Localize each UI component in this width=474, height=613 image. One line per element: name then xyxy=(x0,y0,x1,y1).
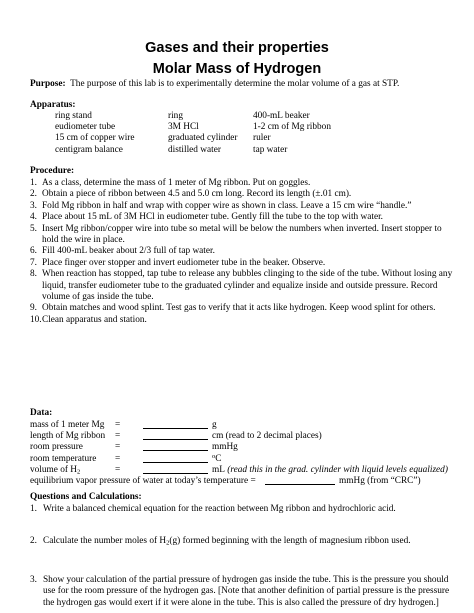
procedure-step xyxy=(30,189,460,200)
procedure-step xyxy=(30,303,460,314)
document-title: Gases and their properties xyxy=(145,40,329,56)
step-number: 7. xyxy=(30,257,37,268)
pressure-blank[interactable] xyxy=(143,442,208,451)
apparatus-item: graduated cylinder xyxy=(168,133,238,144)
step-number: 6. xyxy=(30,246,37,257)
step-number: 2. xyxy=(30,189,37,200)
apparatus-item: 1-2 cm of Mg ribbon xyxy=(253,122,331,133)
data-row-temperature xyxy=(30,454,470,465)
question-number: 3. xyxy=(30,575,37,585)
volume-blank[interactable] xyxy=(143,465,208,474)
question-3 xyxy=(30,575,458,609)
equals-sign: = xyxy=(115,420,121,430)
procedure-step xyxy=(30,246,460,257)
apparatus-item: tap water xyxy=(253,144,288,155)
question-1 xyxy=(30,504,458,515)
step-number: 3. xyxy=(30,200,37,211)
apparatus-item: centigram balance xyxy=(55,144,123,155)
data-row-vapor-pressure xyxy=(30,476,470,487)
pressure-label: room pressure xyxy=(30,442,83,453)
apparatus-item: 3M HCl xyxy=(168,122,199,133)
volume-label-text: volume of H xyxy=(30,464,77,475)
procedure-heading: Procedure: xyxy=(30,166,75,176)
procedure-step xyxy=(30,269,460,303)
data-row-mass xyxy=(30,420,470,431)
procedure-step xyxy=(30,258,460,269)
volume-note: (read this in the grad. cylinder with liquid levels equalized) xyxy=(227,464,448,475)
vapor-unit: mmHg (from “CRC”) xyxy=(339,475,421,486)
question-text-pre: Calculate the number moles of H xyxy=(43,536,167,546)
apparatus-item: distilled water xyxy=(168,144,221,155)
hydrogen-subscript: 2 xyxy=(166,539,170,547)
equals-sign: = xyxy=(115,431,121,442)
purpose-label: Purpose: xyxy=(30,79,66,89)
apparatus-item: ruler xyxy=(253,133,271,144)
equals-sign: = xyxy=(115,453,121,464)
question-text: Show your calculation of the partial pressure of hydrogen gas inside the tube. This is the pressure you should use for the room pressure of the hydrogen gas. [Note that another definition of partial pressure is the pressure the hydrogen gas would exert if it were alone in the tube. This is also called the pressure of dry hydrogen.] xyxy=(43,575,450,608)
procedure-list xyxy=(30,178,460,326)
degree-symbol: o xyxy=(212,452,216,460)
step-text: Insert Mg ribbon/copper wire into tube so metal will be below the numbers when inverted. Insert stopper to hold the wire in place. xyxy=(42,223,442,246)
step-text: Obtain a piece of ribbon between 4.5 and 5.0 cm long. Record its length (±.01 cm). xyxy=(42,189,352,200)
step-text: Place about 15 mL of 3M HCl in eudiometer tube. Gently fill the tube to the top with water. xyxy=(42,212,383,223)
apparatus-item: ring stand xyxy=(55,111,92,121)
question-number: 2. xyxy=(30,536,37,546)
equals-sign: = xyxy=(115,464,121,475)
volume-unit: mL xyxy=(212,464,225,475)
temperature-unit xyxy=(212,454,221,465)
vapor-blank[interactable] xyxy=(265,476,335,485)
apparatus-item: ring xyxy=(168,111,183,121)
length-unit: cm (read to 2 decimal places) xyxy=(212,431,322,442)
procedure-step xyxy=(30,315,460,326)
step-text: Place finger over stopper and invert eudiometer tube in the beaker. Observe. xyxy=(42,257,326,268)
step-number: 4. xyxy=(30,212,37,223)
step-number: 8. xyxy=(30,269,37,280)
step-number: 10. xyxy=(30,314,42,325)
step-text: Obtain matches and wood splint. Test gas to verify that it acts like hydrogen. Keep wood splint for others. xyxy=(42,303,436,314)
data-row-length xyxy=(30,431,470,442)
apparatus-heading: Apparatus: xyxy=(30,100,76,110)
procedure-step xyxy=(30,178,460,189)
question-text: Write a balanced chemical equation for the reaction between Mg ribbon and hydrochloric acid. xyxy=(43,504,396,514)
step-number: 5. xyxy=(30,223,37,234)
temperature-blank[interactable] xyxy=(143,454,208,463)
step-text: Clean apparatus and station. xyxy=(42,314,147,325)
purpose-text: The purpose of this lab is to experimentally determine the molar volume of a gas at STP. xyxy=(70,79,400,89)
step-text: Fold Mg ribbon in half and wrap with copper wire as shown in class. Leave a 15 cm wire “handle.” xyxy=(42,200,412,211)
question-text-post: (g) formed beginning with the length of magnesium ribbon used. xyxy=(169,536,411,546)
questions-heading: Questions and Calculations: xyxy=(30,492,142,502)
question-number: 1. xyxy=(30,504,37,514)
celsius-label: C xyxy=(215,453,222,464)
pressure-unit: mmHg xyxy=(212,442,238,453)
length-blank[interactable] xyxy=(143,431,208,440)
vapor-label: equilibrium vapor pressure of water at today’s temperature = xyxy=(30,475,256,486)
mass-label: mass of 1 meter Mg xyxy=(30,420,105,430)
question-2 xyxy=(30,536,458,547)
step-text: Fill 400-mL beaker about 2/3 full of tap water. xyxy=(42,246,215,257)
purpose-paragraph xyxy=(30,79,460,90)
apparatus-item: 400-mL beaker xyxy=(253,111,310,121)
question-text xyxy=(43,536,458,547)
length-label: length of Mg ribbon xyxy=(30,431,106,442)
data-section xyxy=(30,420,470,487)
document-subtitle: Molar Mass of Hydrogen xyxy=(152,61,322,77)
step-number: 1. xyxy=(30,178,37,188)
step-number: 9. xyxy=(30,303,37,314)
mass-unit: g xyxy=(212,420,217,430)
procedure-step xyxy=(30,212,460,223)
apparatus-list xyxy=(55,111,393,156)
data-heading: Data: xyxy=(30,408,53,418)
temperature-label: room temperature xyxy=(30,453,97,464)
volume-subscript: 2 xyxy=(77,468,81,476)
step-text: As a class, determine the mass of 1 meter of Mg ribbon. Put on goggles. xyxy=(42,178,311,188)
apparatus-item: eudiometer tube xyxy=(55,122,116,133)
volume-label xyxy=(30,465,115,476)
data-row-volume xyxy=(30,465,470,476)
equals-sign: = xyxy=(115,442,121,453)
step-text: When reaction has stopped, tap tube to release any bubbles clinging to the side of the tube. Without losing any liquid, transfer eudiometer tube to the graduated cylinder and equalize inside and outside pressure. Record volume of gas inside the tube. xyxy=(42,269,453,303)
procedure-step xyxy=(30,224,460,247)
procedure-step xyxy=(30,201,460,212)
apparatus-item: 15 cm of copper wire xyxy=(55,133,135,144)
mass-blank[interactable] xyxy=(143,420,208,429)
data-row-pressure xyxy=(30,442,470,453)
